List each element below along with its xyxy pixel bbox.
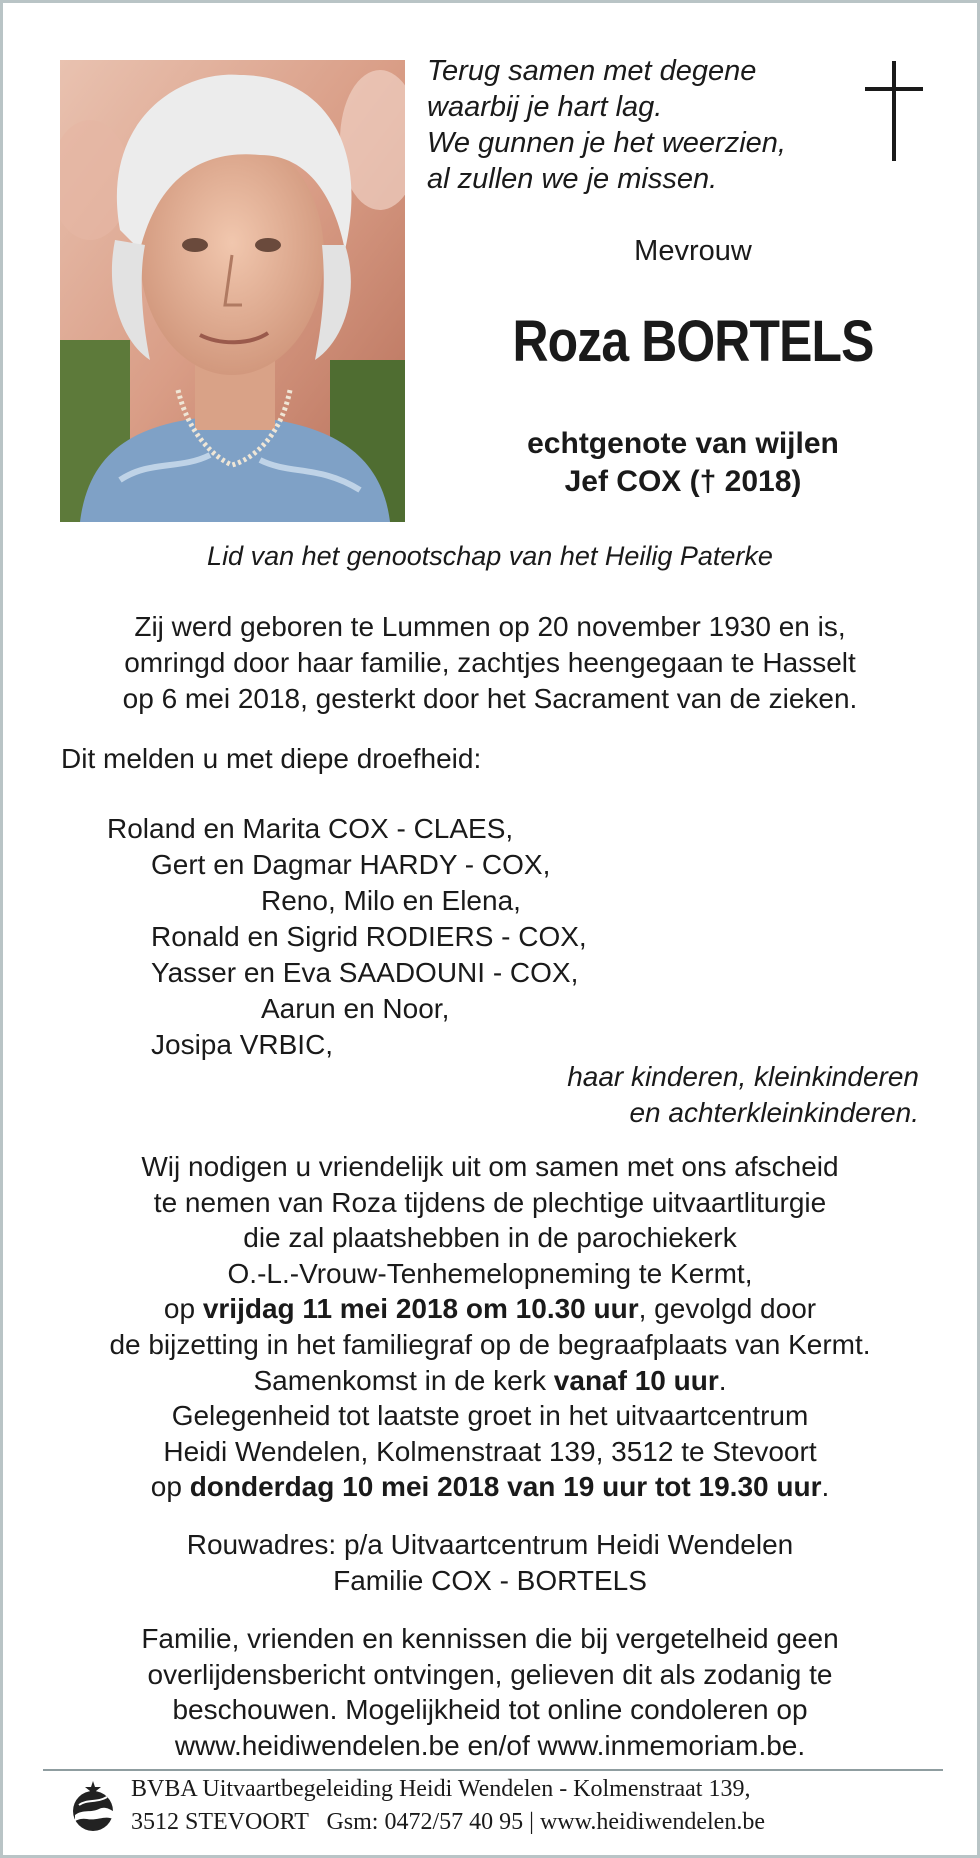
viewing-datetime: donderdag 10 mei 2018 van 19 uur tot 19.30 uur [189, 1471, 822, 1503]
invitation-line [3, 1291, 977, 1327]
invitation-line [3, 1363, 977, 1399]
birth-line: omringd door haar familie, zachtjes heengegaan te Hasselt [124, 647, 856, 678]
invitation-line: die zal plaatshebben in de parochiekerk [243, 1222, 737, 1254]
address-line: Rouwadres: p/a Uitvaartcentrum Heidi Wendelen [186, 1529, 794, 1560]
family-line: Josipa VRBIC, [151, 1029, 334, 1060]
funeral-home-logo-icon [69, 1779, 117, 1833]
announcement: Dit melden u met diepe droefheid: [61, 743, 482, 774]
poem-line: waarbij je hart lag. [427, 91, 663, 123]
family-line: Aarun en Noor, [261, 993, 450, 1024]
funeral-datetime: vrijdag 11 mei 2018 om 10.30 uur [202, 1293, 639, 1325]
relation-line: haar kinderen, kleinkinderen [567, 1061, 919, 1092]
footer-line: BVBA Uitvaartbegeleiding Heidi Wendelen - Kolmenstraat 139, [131, 1776, 751, 1802]
birth-line: op 6 mei 2018, gesterkt door het Sacrament van de zieken. [122, 683, 858, 714]
invitation-text: . [718, 1364, 727, 1396]
family-line: Yasser en Eva SAADOUNI - COX, [151, 957, 579, 988]
birth-line: Zij werd geboren te Lummen op 20 november 1930 en is, [134, 611, 846, 642]
spouse-line: Jef COX († 2018) [564, 465, 802, 498]
invitation-line: Heidi Wendelen, Kolmenstraat 139, 3512 te Stevoort [163, 1435, 817, 1467]
gathering-time: vanaf 10 uur [553, 1364, 719, 1396]
invitation-line: O.-L.-Vrouw-Tenhemelopneming te Kermt, [227, 1257, 753, 1289]
portrait-photo [60, 60, 405, 522]
membership: Lid van het genootschap van het Heilig Paterke [207, 541, 773, 571]
spouse-line: echtgenote van wijlen [527, 427, 839, 460]
invitation-line: Gelegenheid tot laatste groet in het uitvaartcentrum [171, 1400, 809, 1432]
notice-line: www.heidiwendelen.be en/of www.inmemoriam.be. [174, 1729, 806, 1761]
birth-paragraph [3, 609, 977, 717]
salutation: Mevrouw [634, 235, 752, 267]
poem [427, 53, 847, 197]
spouse-info [433, 425, 933, 501]
invitation-line: de bijzetting in het familiegraf op de begraafplaats van Kermt. [109, 1328, 871, 1360]
relation-line: en achterkleinkinderen. [629, 1097, 919, 1128]
notice-line: Familie, vrienden en kennissen die bij vergetelheid geen [141, 1623, 839, 1654]
invitation-text: Samenkomst in de kerk [253, 1364, 554, 1396]
invitation-text: . [821, 1471, 830, 1503]
relation [567, 1059, 919, 1131]
footer-divider [43, 1769, 943, 1771]
cross-icon [865, 61, 923, 161]
invitation-line: te nemen van Roza tijdens de plechtige uitvaartliturgie [153, 1186, 827, 1218]
invitation [3, 1149, 977, 1505]
invitation-text: , gevolgd door [638, 1293, 817, 1325]
mourning-address [3, 1527, 977, 1599]
poem-line: Terug samen met degene [427, 55, 757, 87]
invitation-line [3, 1469, 977, 1505]
notice-line: beschouwen. Mogelijkheid tot online condoleren op [172, 1694, 808, 1725]
family-line: Reno, Milo en Elena, [261, 885, 521, 916]
family-line: Gert en Dagmar HARDY - COX, [151, 849, 551, 880]
funeral-home-footer [131, 1773, 765, 1839]
invitation-text: op [163, 1293, 203, 1325]
poem-line: al zullen we je missen. [427, 163, 718, 195]
poem-line: We gunnen je het weerzien, [427, 127, 786, 159]
family-line: Roland en Marita COX - CLAES, [107, 813, 514, 844]
footer-line: 3512 STEVOORT Gsm: 0472/57 40 95 | www.heidiwendelen.be [131, 1809, 765, 1835]
invitation-text: op [150, 1471, 190, 1503]
notice-line: overlijdensbericht ontvingen, gelieven dit als zodanig te [147, 1658, 833, 1690]
address-line: Familie COX - BORTELS [333, 1565, 647, 1596]
notice [3, 1621, 977, 1763]
family-line: Ronald en Sigrid RODIERS - COX, [151, 921, 587, 952]
invitation-line: Wij nodigen u vriendelijk uit om samen met ons afscheid [141, 1151, 839, 1182]
deceased-name: Roza BORTELS [512, 309, 874, 374]
